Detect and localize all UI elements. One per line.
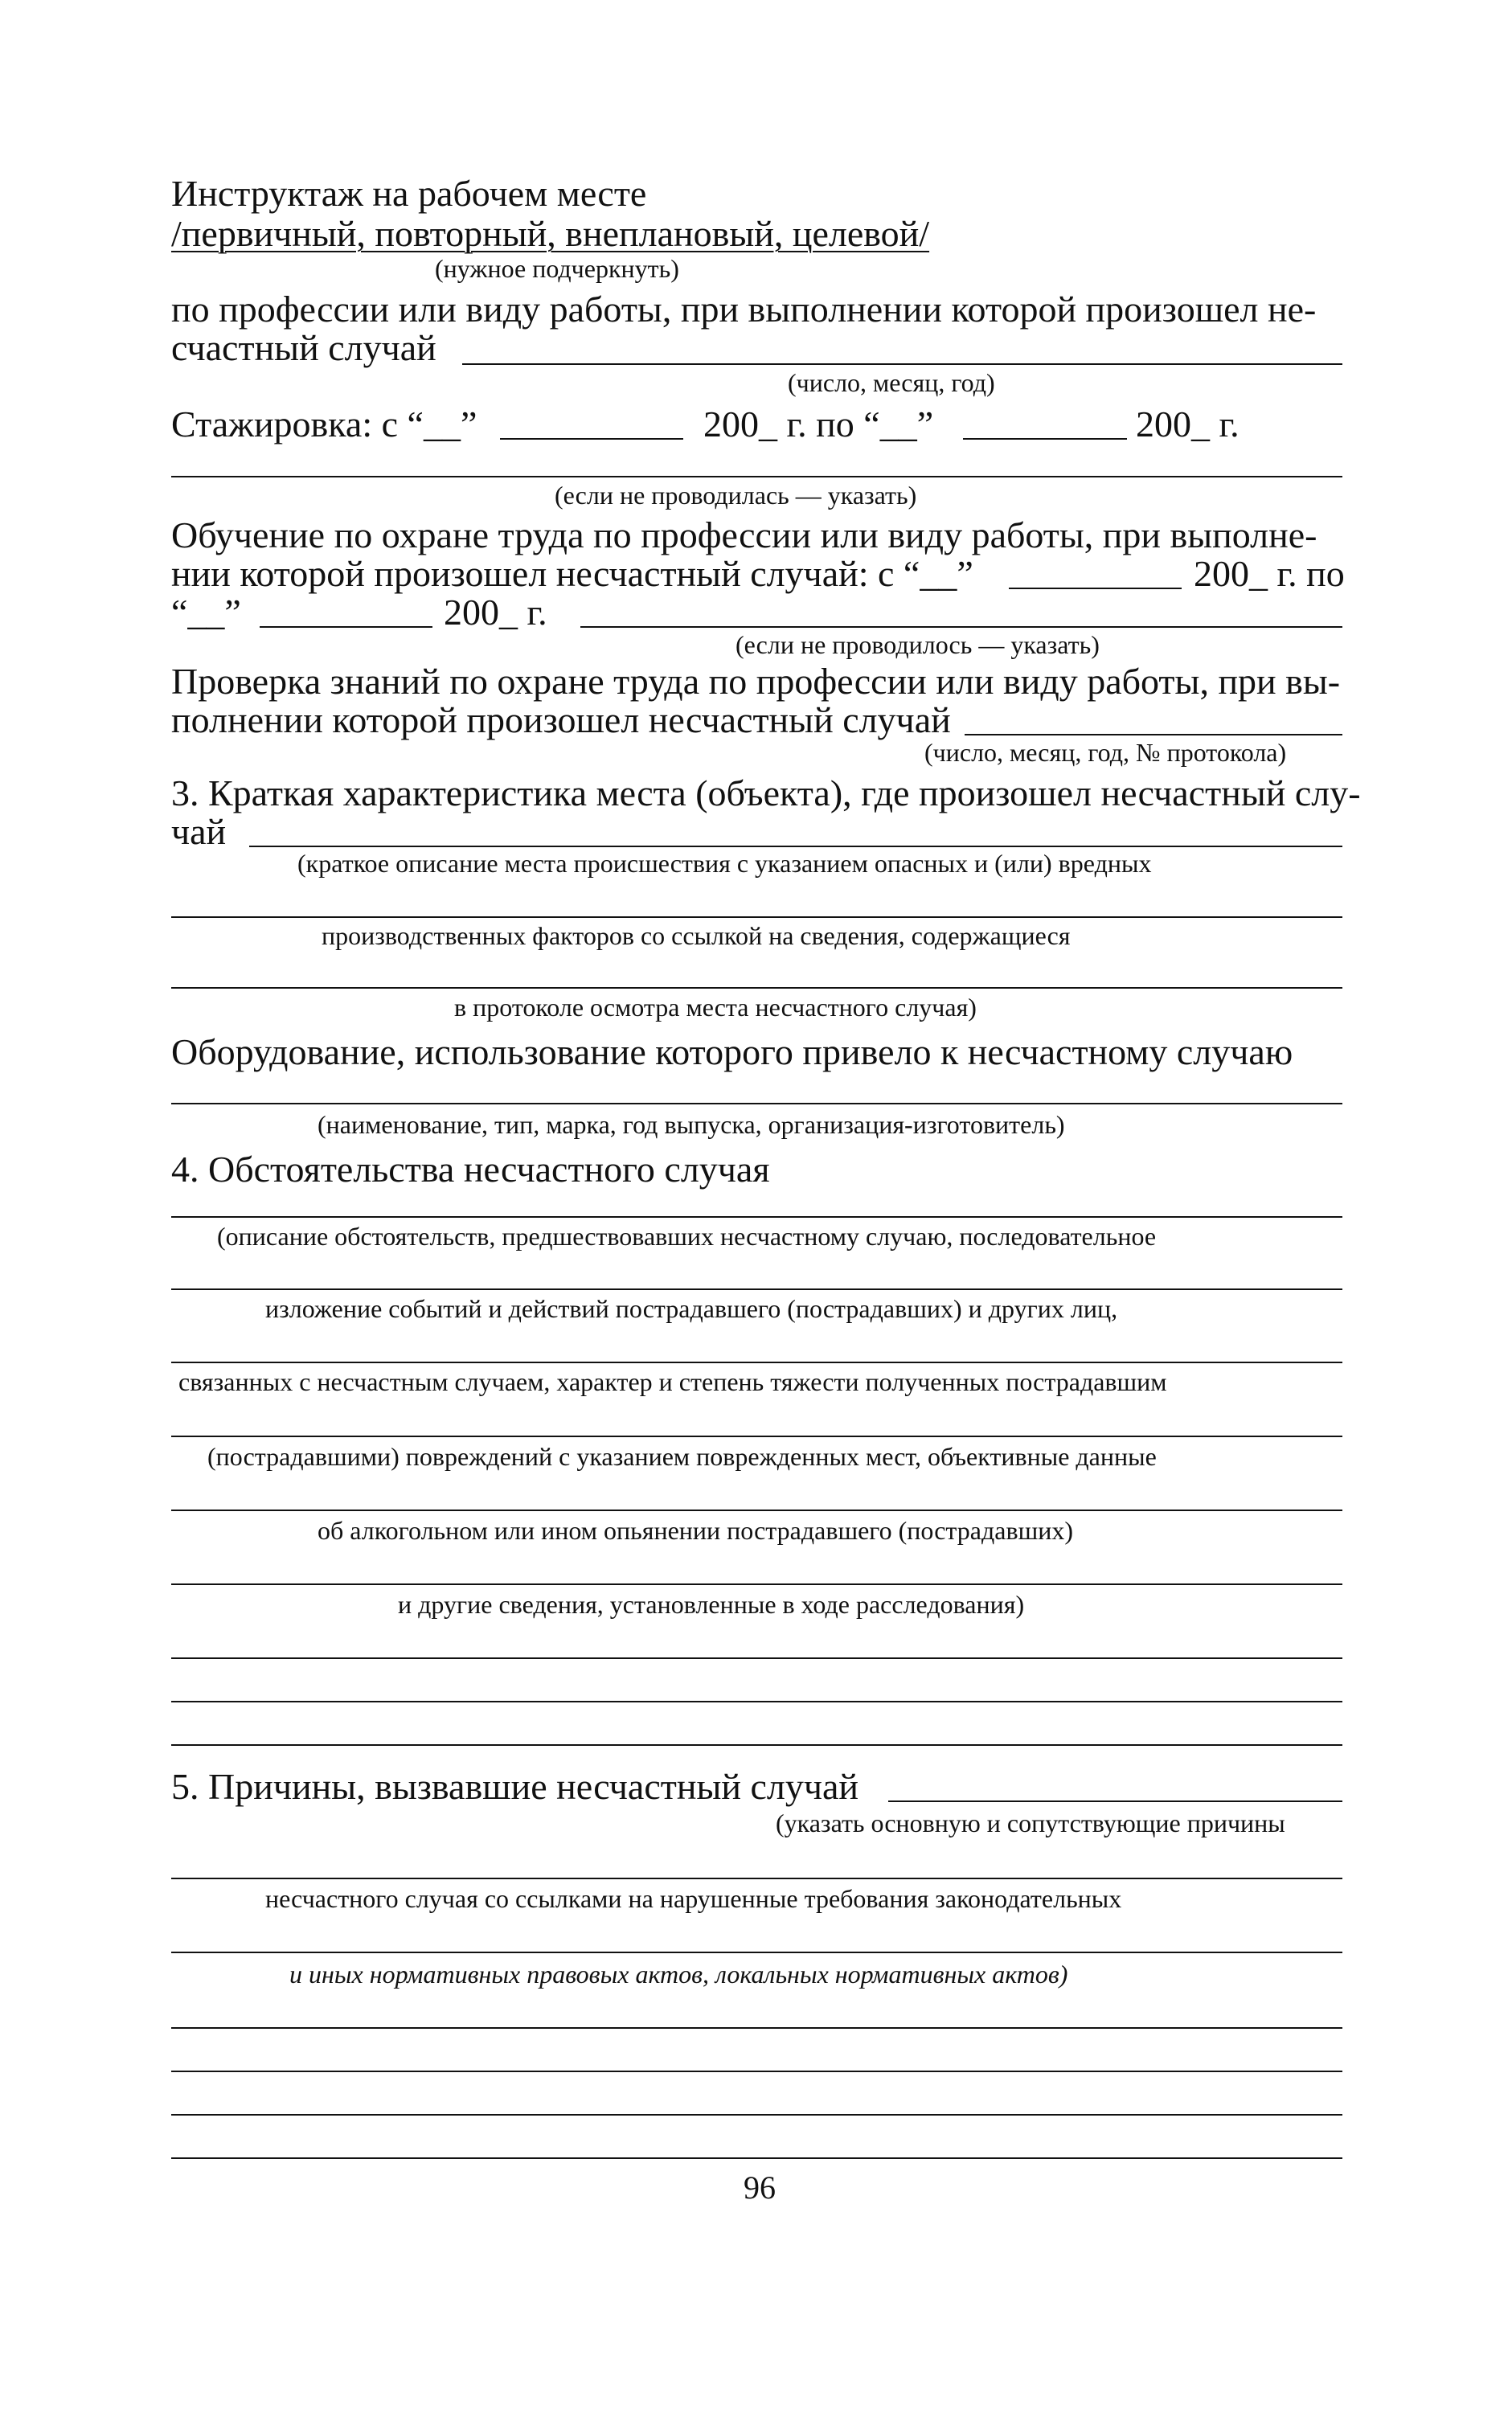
section4-line-field-2[interactable] <box>171 1288 1342 1290</box>
section3-line-field-3[interactable] <box>171 987 1342 989</box>
section4-note4: (пострадавшими) повреждений с указанием поврежденных мест, объективные данные <box>207 1442 1157 1471</box>
instruction-types: /первичный, повторный, внеплановый, целевой/ <box>171 213 930 254</box>
section4-line-field-4[interactable] <box>171 1436 1342 1437</box>
section5-line-field-6[interactable] <box>171 2114 1342 2116</box>
instruction-line1: по профессии или виду работы, при выполнении которой произошел не- <box>171 289 1317 330</box>
section5-line-field-4[interactable] <box>171 2027 1342 2029</box>
training-to-month-field[interactable] <box>260 626 432 628</box>
section5-line-field-2[interactable] <box>171 1878 1342 1879</box>
section3-note1: (краткое описание места происшествия с указанием опасных и (или) вредных <box>297 849 1152 878</box>
section4-line-field-6[interactable] <box>171 1583 1342 1585</box>
equipment-note: (наименование, тип, марка, год выпуска, организация-изготовитель) <box>318 1110 1065 1139</box>
training-line2b: 200_ г. по <box>1194 553 1345 594</box>
training-note: (если не проводилось — указать) <box>736 630 1100 659</box>
internship-extra-field[interactable] <box>171 476 1342 477</box>
section5-note2: несчастного случая со ссылками на нарушенные требования законодательных <box>265 1884 1122 1913</box>
knowledge-check-line1: Проверка знаний по охране труда по профессии или виду работы, при вы- <box>171 661 1341 702</box>
internship-label: Стажировка: с “__” <box>171 404 477 444</box>
section5-line-field-5[interactable] <box>171 2071 1342 2072</box>
internship-note: (если не проводилась — указать) <box>555 481 917 510</box>
section3-line2: чай <box>171 811 227 852</box>
training-line1: Обучение по охране труда по профессии или виду работы, при выполне- <box>171 514 1317 555</box>
equipment-label: Оборудование, использование которого привело к несчастному случаю <box>171 1031 1293 1072</box>
section4-note6: и другие сведения, установленные в ходе расследования) <box>398 1590 1025 1619</box>
instruction-line2: счастный случай <box>171 327 436 368</box>
section3-note2: производственных факторов со ссылкой на сведения, содержащиеся <box>322 921 1071 950</box>
section4-line-field-9[interactable] <box>171 1744 1342 1746</box>
instruction-date-note: (число, месяц, год) <box>788 368 995 397</box>
internship-to-month-field[interactable] <box>963 438 1127 440</box>
section4-line-field-1[interactable] <box>171 1216 1342 1218</box>
knowledge-check-field[interactable] <box>965 734 1342 735</box>
section4-note1: (описание обстоятельств, предшествовавших несчастному случаю, последовательное <box>217 1222 1157 1251</box>
section4-line-field-5[interactable] <box>171 1510 1342 1511</box>
training-from-month-field[interactable] <box>1009 588 1182 589</box>
instruction-types-note: (нужное подчеркнуть) <box>435 254 679 283</box>
section3-place-field[interactable] <box>249 846 1342 847</box>
instruction-date-field[interactable] <box>462 363 1342 365</box>
knowledge-check-line2: полнении которой произошел несчастный случай <box>171 699 951 740</box>
section4-line-field-3[interactable] <box>171 1362 1342 1363</box>
section4-note5: об алкогольном или ином опьянении пострадавшего (пострадавших) <box>318 1516 1073 1545</box>
knowledge-check-note: (число, месяц, год, № протокола) <box>924 738 1287 767</box>
section5-line-field-7[interactable] <box>171 2157 1342 2159</box>
instruction-title: Инструктаж на рабочем месте <box>171 173 647 214</box>
internship-year1: 200_ г. по “__” <box>703 404 934 444</box>
internship-year2: 200_ г. <box>1136 404 1240 444</box>
section4-line-field-7[interactable] <box>171 1657 1342 1659</box>
section4-note2: изложение событий и действий пострадавшего (пострадавших) и других лиц, <box>265 1294 1118 1323</box>
section5-cause-field[interactable] <box>888 1800 1342 1802</box>
training-line2a: нии которой произошел несчастный случай: с “__” <box>171 553 973 594</box>
section5-line-field-3[interactable] <box>171 1952 1342 1953</box>
section3-line1: 3. Краткая характеристика места (объекта), где произошел несчастный слу- <box>171 772 1361 813</box>
section4-line-field-8[interactable] <box>171 1701 1342 1702</box>
section5-note3: и иных нормативных правовых актов, локальных нормативных актов) <box>289 1960 1068 1989</box>
training-line3b: 200_ г. <box>444 592 547 633</box>
section3-line-field-2[interactable] <box>171 916 1342 918</box>
internship-from-month-field[interactable] <box>500 438 683 440</box>
section4-note3: связанных с несчастным случаем, характер и степень тяжести полученных пострадавшим <box>178 1367 1167 1396</box>
equipment-field[interactable] <box>171 1103 1342 1104</box>
section3-note3: в протоколе осмотра места несчастного случая) <box>454 993 977 1022</box>
section5-note1: (указать основную и сопутствующие причины <box>776 1809 1285 1837</box>
training-line3a: “__” <box>171 592 241 633</box>
page-number: 96 <box>744 2169 776 2206</box>
training-extra-field[interactable] <box>580 626 1342 628</box>
section5-title: 5. Причины, вызвавшие несчастный случай <box>171 1766 859 1807</box>
section4-title: 4. Обстоятельства несчастного случая <box>171 1149 770 1190</box>
